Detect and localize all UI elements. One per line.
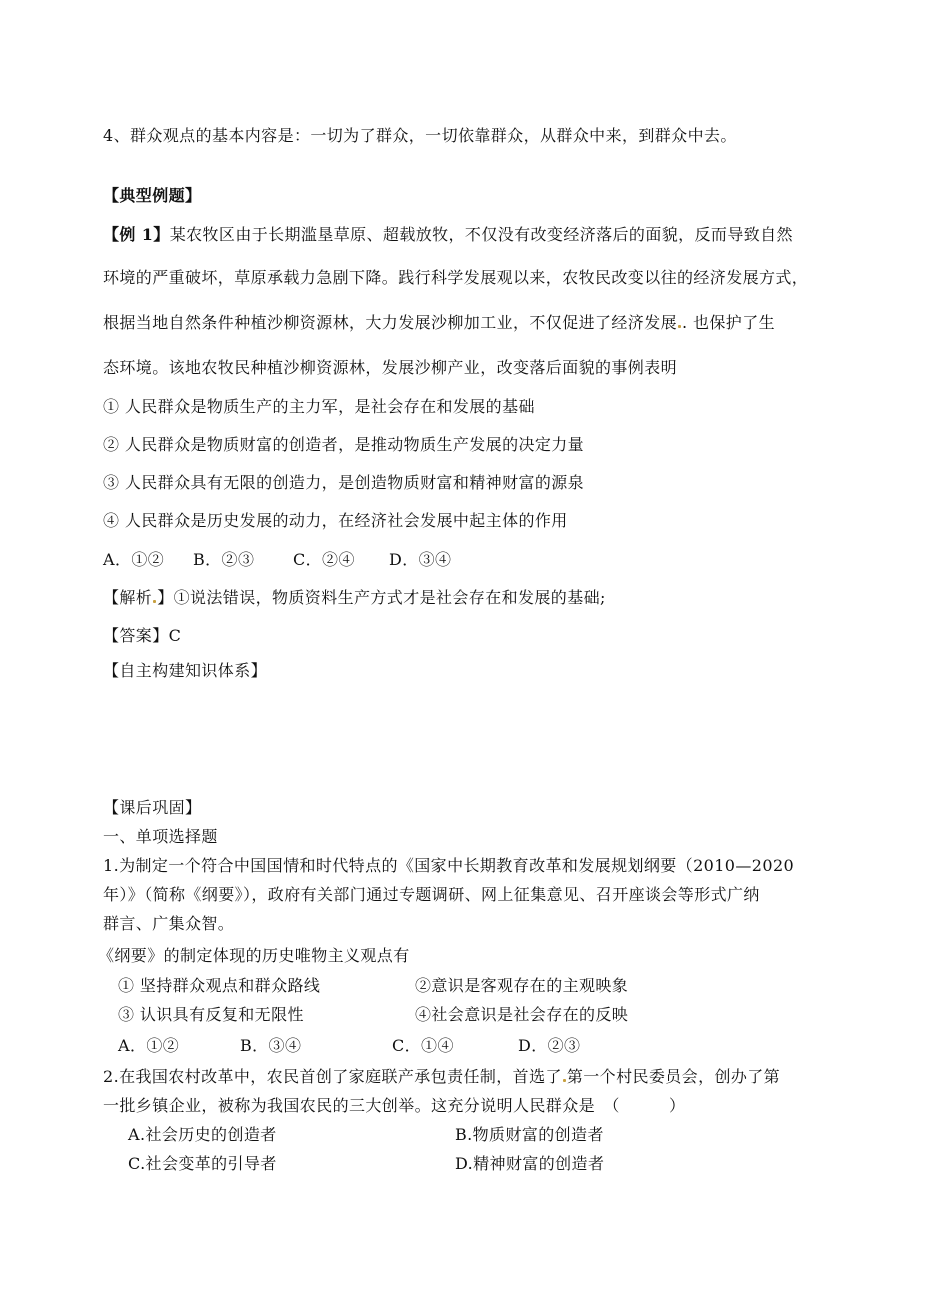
q2-line1-text-a: 2.在我国农村改革中，农民首创了家庭联产承包责任制，首选了 bbox=[103, 1067, 562, 1086]
ink-dot-mark bbox=[563, 1079, 566, 1082]
answer-value: C bbox=[168, 626, 182, 645]
option-b: B．②③ bbox=[193, 550, 255, 569]
example1-line3-text-a: 根据当地自然条件种植沙柳资源林，大力发展沙柳加工业，不仅促进了经济发展 bbox=[103, 313, 678, 332]
q2-line1 bbox=[103, 1066, 780, 1088]
statement-2: ② 人民群众是物质财富的创造者，是推动物质生产发展的决定力量 bbox=[103, 435, 585, 454]
q1-option-b: B．③④ bbox=[240, 1036, 302, 1055]
q1-statement-2: ②意识是客观存在的主观映象 bbox=[415, 976, 629, 995]
q1-statement-1: ① 坚持群众观点和群众路线 bbox=[118, 976, 321, 995]
analysis-tag: 【解析 bbox=[103, 588, 153, 607]
q1-option-d: D．②③ bbox=[518, 1036, 581, 1055]
statement-4: ④ 人民群众是历史发展的动力，在经济社会发展中起主体的作用 bbox=[103, 511, 568, 530]
q2-option-a: A.社会历史的创造者 bbox=[128, 1125, 277, 1144]
example1-line1 bbox=[103, 224, 793, 246]
q1-option-c: C．①④ bbox=[392, 1036, 454, 1055]
answer-line bbox=[103, 625, 181, 647]
example1-line4: 态环境。该地农牧民种植沙柳资源林，发展沙柳产业，改变落后面貌的事例表明 bbox=[103, 358, 678, 377]
statement-3: ③ 人民群众具有无限的创造力，是创造物质财富和精神财富的源泉 bbox=[103, 473, 585, 492]
option-c: C．②④ bbox=[293, 550, 355, 569]
example1-line3 bbox=[103, 312, 775, 334]
q1-option-a: A．①② bbox=[118, 1036, 180, 1055]
q1-statement-row1 bbox=[118, 975, 320, 997]
statement-1: ① 人民群众是物质生产的主力军，是社会存在和发展的基础 bbox=[103, 397, 535, 416]
examples-heading: 【典型例题】 bbox=[103, 186, 202, 205]
q1-statement-4: ④社会意识是社会存在的反映 bbox=[415, 1005, 629, 1024]
homework-heading: 【课后巩固】 bbox=[103, 798, 202, 817]
example1-line1-text: 某农牧区由于长期滥垦草原、超载放牧，不仅没有改变经济落后的面貌，反而导致自然 bbox=[169, 225, 793, 244]
example1-line3-text-b: . 也保护了生 bbox=[682, 313, 775, 332]
option-a: A．①② bbox=[103, 550, 165, 569]
analysis-line bbox=[103, 587, 606, 609]
answer-tag: 【答案】 bbox=[103, 626, 169, 645]
q2-line2: 一批乡镇企业，被称为我国农民的三大创举。这充分说明人民群众是 （ ） bbox=[103, 1096, 686, 1115]
analysis-text: 】①说法错误，物质资料生产方式才是社会存在和发展的基础; bbox=[157, 588, 606, 607]
q1-options bbox=[118, 1035, 580, 1057]
example1-line2: 环境的严重破坏，草原承载力急剧下降。践行科学发展观以来，农牧民改变以往的经济发展方式， bbox=[103, 268, 809, 287]
point-4-text: 4、群众观点的基本内容是：一切为了群众，一切依靠群众，从群众中来，到群众中去。 bbox=[103, 126, 737, 145]
q2-option-c: C.社会变革的引导者 bbox=[128, 1154, 277, 1173]
q1-line4: 《纲要》的制定体现的历史唯物主义观点有 bbox=[98, 946, 410, 965]
q2-option-b: B.物质财富的创造者 bbox=[455, 1125, 604, 1144]
option-d: D．③④ bbox=[389, 550, 452, 569]
example1-tag: 【例 1】 bbox=[103, 225, 170, 244]
q1-statement-3: ③ 认识具有反复和无限性 bbox=[118, 1005, 304, 1024]
q1-line1: 1.为制定一个符合中国国情和时代特点的《国家中长期教育改革和发展规划纲要（2010—2020 bbox=[103, 856, 795, 875]
q1-line3: 群言、广集众智。 bbox=[103, 914, 235, 933]
q2-line1-text-b: 第一个村民委员会，创办了第 bbox=[566, 1067, 781, 1086]
example1-options bbox=[103, 549, 451, 571]
q2-option-d: D.精神财富的创造者 bbox=[455, 1154, 605, 1173]
q1-line2: 年）》（简称《纲要》），政府有关部门通过专题调研、网上征集意见、召开座谈会等形式广纳 bbox=[103, 885, 760, 904]
ink-dot-mark bbox=[678, 325, 681, 328]
build-knowledge-heading: 【自主构建知识体系】 bbox=[103, 661, 268, 680]
section-title: 一、单项选择题 bbox=[103, 827, 218, 846]
ink-dot-mark bbox=[153, 600, 156, 603]
